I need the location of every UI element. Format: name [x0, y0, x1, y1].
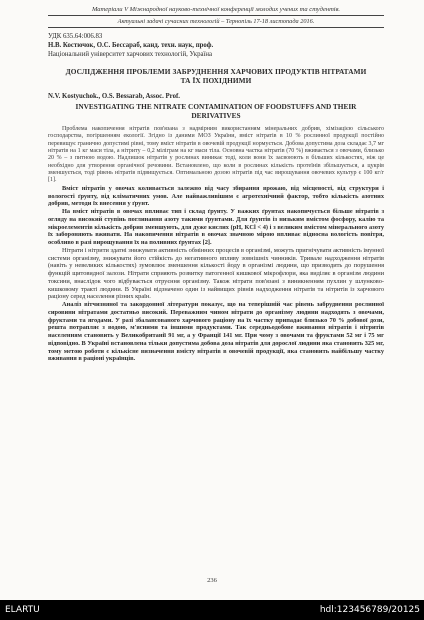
title-ukrainian: ДОСЛІДЖЕННЯ ПРОБЛЕМИ ЗАБРУДНЕННЯ ХАРЧОВИХ ПРОДУКТІВ НІТРАТАМИ ТА ЇХ ПОХІДНИМИ	[65, 67, 367, 85]
body-paragraph-2	[48, 208, 384, 247]
paragraph-4-text: Аналіз вітчизняної та закордонної літератури показує, що на теперішній час рівень забруднення рослинної сировини нітратами достатньо високий. Переважним чином нітрати до організму людини надходять з овочами, фруктами та ягодами. У разі збалансованого харчового раціону на їх частку припадає близько 70 % добової дози, решта потрапляє з водою, м'ясними та іншими продуктами. Так середньодобове вживання нітратів і нітритів населенням становить у Великобританії 91 мг, а у Франції 141 мг. При чому з овочами та фруктами 52 мг і 75 мг відповідно. В Україні встановлена тільки допустима добова доза нітратів для дорослої людини яка становить 325 мг, тому метою роботи є кількісне визначення вмісту нітратів в овочевій продукції, яка становить найбільшу частку вживання в раціоні українців.	[48, 301, 384, 363]
paragraph-3-text: Нітрати і нітрити здатні знижувати активність обмінних процесів в організмі, можуть пригнічувати активність імунної системи організму, знижувати його стійкість до негативного впливу зовнішніх чинників. Тривале надходження нітратів (навіть у невеликих кількостях) зумовлює зменшення кількості йоду в організмі людини, що призводить до порушення функцій щитовидної залози. Нітрати сприяють розвитку патогенної кишкової мікрофлори, яка виділяє в організм людини токсини, внаслідок чого відбувається отруєння організму. Також нітрати пов'язані з виникненням пухлин у шлунково-кишковому тракті людини. В Україні відзначено один із найвищих рівнів надходження нітратів та нітритів із харчового раціону серед населення різних країн.	[48, 246, 384, 301]
authors-uk: Н.В. Костючок, О.С. Бессараб, канд. техн. наук, проф.	[48, 42, 214, 49]
title-english: INVESTIGATING THE NITRATE CONTAMINATION OF FOODSTUFFS AND THEIR DERIVATIVES	[75, 102, 357, 120]
udc-code: УДК 635.64:006.83	[48, 33, 103, 40]
body-paragraph-1	[48, 185, 384, 208]
paragraph-2-text: На вміст нітратів в овочах впливає тип і склад ґрунту. У важких ґрунтах накопичується більше нітратів з огляду на високий ступінь поглинання азоту такими ґрунтами. Для ґрунтів із низьким вмістом фосфору, калію та мікроелементів кількість добрив зменшують, для дуже кислих (pH, KCl < 4) і з великим вмістом мінерального азоту їх забороняють вживати. На накопичення нітратів в овочах значною мірою впливає відносна вологість повітря, особливо в разі вирощування їх на поливних ґрунтах [2].	[48, 208, 384, 246]
header-rule-1	[48, 15, 384, 16]
abstract-paragraph: Проблема накопичення нітратів пов'язана з надмірним використанням мінеральних добрив, хімізацією сільського господарства, погіршенням екології. Згідно із даними МОЗ України, вміст нітратів в 10 % рослинної продукції постійно перевищує гранично допустимі рівні, тому вміст нітратів в овочевій продукції нормується. Добова допустима доза складає 3,7 мг нітратів на 1 кг маси тіла, а нітриту – 0,2 міліграм на кг маси тіла. Основна частка нітратів (70 %) вживається з овочами, близько 20 % – з питною водою. Надлишок нітратів у рослинах виникає тоді, коли вони їх засвоюють в більших кількостях, ніж це необхідно для утворення органічної речовини. Встановлено, що коли в рослинах кількість протеїнів збільшується, а цукрів зменшується, тоді рівень нітратів підвищується. Оптимальною дозою нітратів під час вирощування овочевих культур є 100 кг/г [1].	[48, 126, 384, 184]
authors-english: N.V. Kostyuchok., O.S. Bessarab, Assoc. Prof.	[48, 93, 180, 100]
handle-identifier: hdl:123456789/20125	[319, 605, 420, 615]
header-rule-2	[48, 27, 384, 28]
repository-name: ELARTU	[5, 605, 40, 615]
page-number: 236	[207, 577, 217, 584]
affiliation: Національний університет харчових технологій, Україна	[48, 51, 213, 58]
conference-header-line-1: Матеріали V Міжнародної науково-технічної конференції молодих учених та студентів.	[91, 6, 341, 13]
conference-header-line-2: Актуальні задачі сучасних технологій – Тернопіль 17-18 листопада 2016.	[117, 18, 315, 25]
body-paragraph-4	[48, 301, 384, 363]
paragraph-1-text: Вміст нітратів у овочах коливається залежно від часу збирання врожаю, від місцевості, від структури і вологості ґрунту, від кліматичних умов. Але найважливішим є агротехнічний фактор, тобто кількість азотних добрив, методи їх внесення у ґрунт.	[48, 184, 384, 208]
repository-footer-bar	[0, 600, 424, 620]
body-paragraph-3	[48, 247, 384, 301]
